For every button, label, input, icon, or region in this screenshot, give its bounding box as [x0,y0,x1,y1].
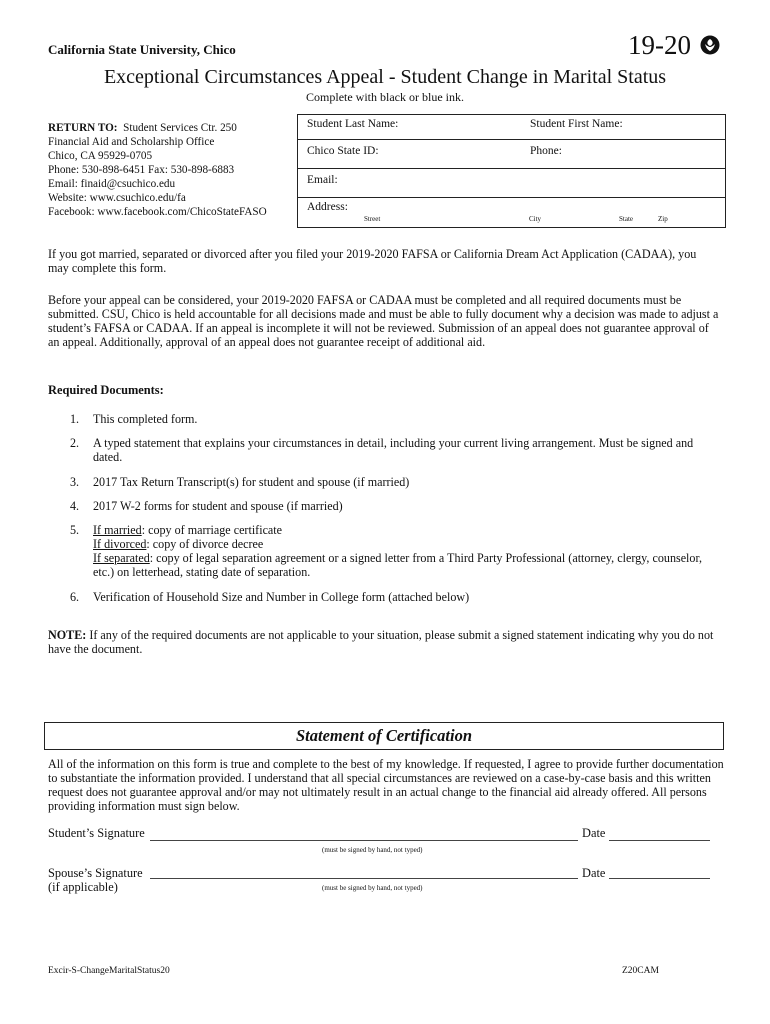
item-number: 3. [70,475,80,489]
name-row[interactable] [298,115,725,140]
return-to-location: Student Services Ctr. 250 [123,122,237,134]
contact-email: Email: finaid@csuchico.edu [48,178,176,190]
email-label: Email: [307,174,338,186]
certification-title: Statement of Certification [296,726,472,745]
award-year: 19-20 [628,30,691,60]
student-signature-line[interactable] [150,840,578,841]
student-signature-label: Student’s Signature [48,826,145,840]
chico-id-label: Chico State ID: [307,145,379,157]
note-label: NOTE: [48,628,87,642]
last-name-label: Student Last Name: [307,118,399,130]
student-date-line[interactable] [609,840,710,841]
required-documents-heading: Required Documents: [48,383,164,397]
item-number: 6. [70,590,80,604]
street-label: Street [364,215,381,223]
note-paragraph [48,628,728,656]
id-phone-row[interactable] [298,140,725,169]
city-label: City [529,215,542,223]
appeal-paragraph: Before your appeal can be considered, your 2019-2020 FAFSA or CADAA must be completed and all required documents must be submitted. CSU, Chico is held accountable for all decisions made and must be able to fully document why a decision was made to adjust a student’s FAFSA or CADAA. If an appeal is incomplete it will not be reviewed. Submission of an appeal does not guarantee approval of an appeal. Additionally, approval of an appeal does not guarantee receipt of additional aid. [48,293,719,349]
form-code-right: Z20CAM [622,966,659,976]
item-text: A typed statement that explains your circumstances in detail, including your current living arrangement. Must be signed and dated. [93,436,694,464]
if-divorced-text: : copy of divorce decree [146,537,264,551]
return-to-label: RETURN TO: [48,122,118,134]
spouse-date-label: Date [582,866,606,880]
contact-website: Website: www.csuchico.edu/fa [48,192,186,204]
spouse-signature-label: Spouse’s Signature [48,866,143,880]
item-number: 4. [70,499,80,513]
first-name-label: Student First Name: [530,118,623,130]
if-divorced-label: If divorced [93,537,147,551]
intro-paragraph: If you got married, separated or divorced after you filed your 2019-2020 FAFSA or California Dream Act Application (CADAA), you may complete this form. [48,247,697,275]
form-code-left: Excir-S-ChangeMaritalStatus20 [48,966,170,976]
student-date-label: Date [582,826,606,840]
return-to-block [48,121,296,219]
contact-office: Financial Aid and Scholarship Office [48,136,215,148]
phone-label: Phone: [530,145,562,157]
if-married-text: : copy of marriage certificate [141,523,283,537]
ink-instruction: Complete with black or blue ink. [306,90,464,104]
email-row[interactable] [298,169,725,198]
item-text: This completed form. [93,412,198,426]
if-separated-text: : copy of legal separation agreement or a signed letter from a Third Party Professional (attorney, clergy, counselor, etc.) on letterhead, stating date of separation. [93,551,703,579]
state-label: State [619,215,633,223]
contact-address: Chico, CA 95929-0705 [48,150,153,162]
spouse-if-applicable: (if applicable) [48,880,118,894]
item-number: 1. [70,412,80,426]
address-row[interactable] [298,198,725,228]
item-text: Verification of Household Size and Number in College form (attached below) [93,590,470,604]
address-label: Address: [307,201,348,213]
student-signature-hint: (must be signed by hand, not typed) [322,846,423,854]
contact-phone: Phone: 530-898-6451 Fax: 530-898-6883 [48,164,235,176]
if-married-label: If married [93,523,142,537]
spouse-signature-line[interactable] [150,878,578,879]
item-number: 2. [70,436,80,450]
contact-facebook: Facebook: www.facebook.com/ChicoStateFASO [48,206,267,218]
item-text [93,523,723,579]
zip-label: Zip [658,215,668,223]
spouse-date-line[interactable] [609,878,710,879]
university-seal-icon [700,35,720,55]
certification-text: All of the information on this form is true and complete to the best of my knowledge. If requested, I agree to provide further documentation to substantiate the information provided. I understand that all special circumstances are reviewed on a case-by-case basis and this written request does not guarantee approval and/or may not ultimately result in an actual change to the financial aid already offered. All persons providing information must sign below. [48,757,724,813]
student-info-fields [297,114,726,228]
form-title: Exceptional Circumstances Appeal - Student Change in Marital Status [103,66,667,88]
note-text: If any of the required documents are not applicable to your situation, please submit a signed statement indicating why you do not have the document. [48,628,714,656]
item-text: 2017 W-2 forms for student and spouse (if married) [93,499,343,513]
if-separated-label: If separated [93,551,150,565]
item-number: 5. [70,523,80,537]
spouse-signature-hint: (must be signed by hand, not typed) [322,884,423,892]
item-text: 2017 Tax Return Transcript(s) for student and spouse (if married) [93,475,410,489]
university-name: California State University, Chico [48,42,236,57]
